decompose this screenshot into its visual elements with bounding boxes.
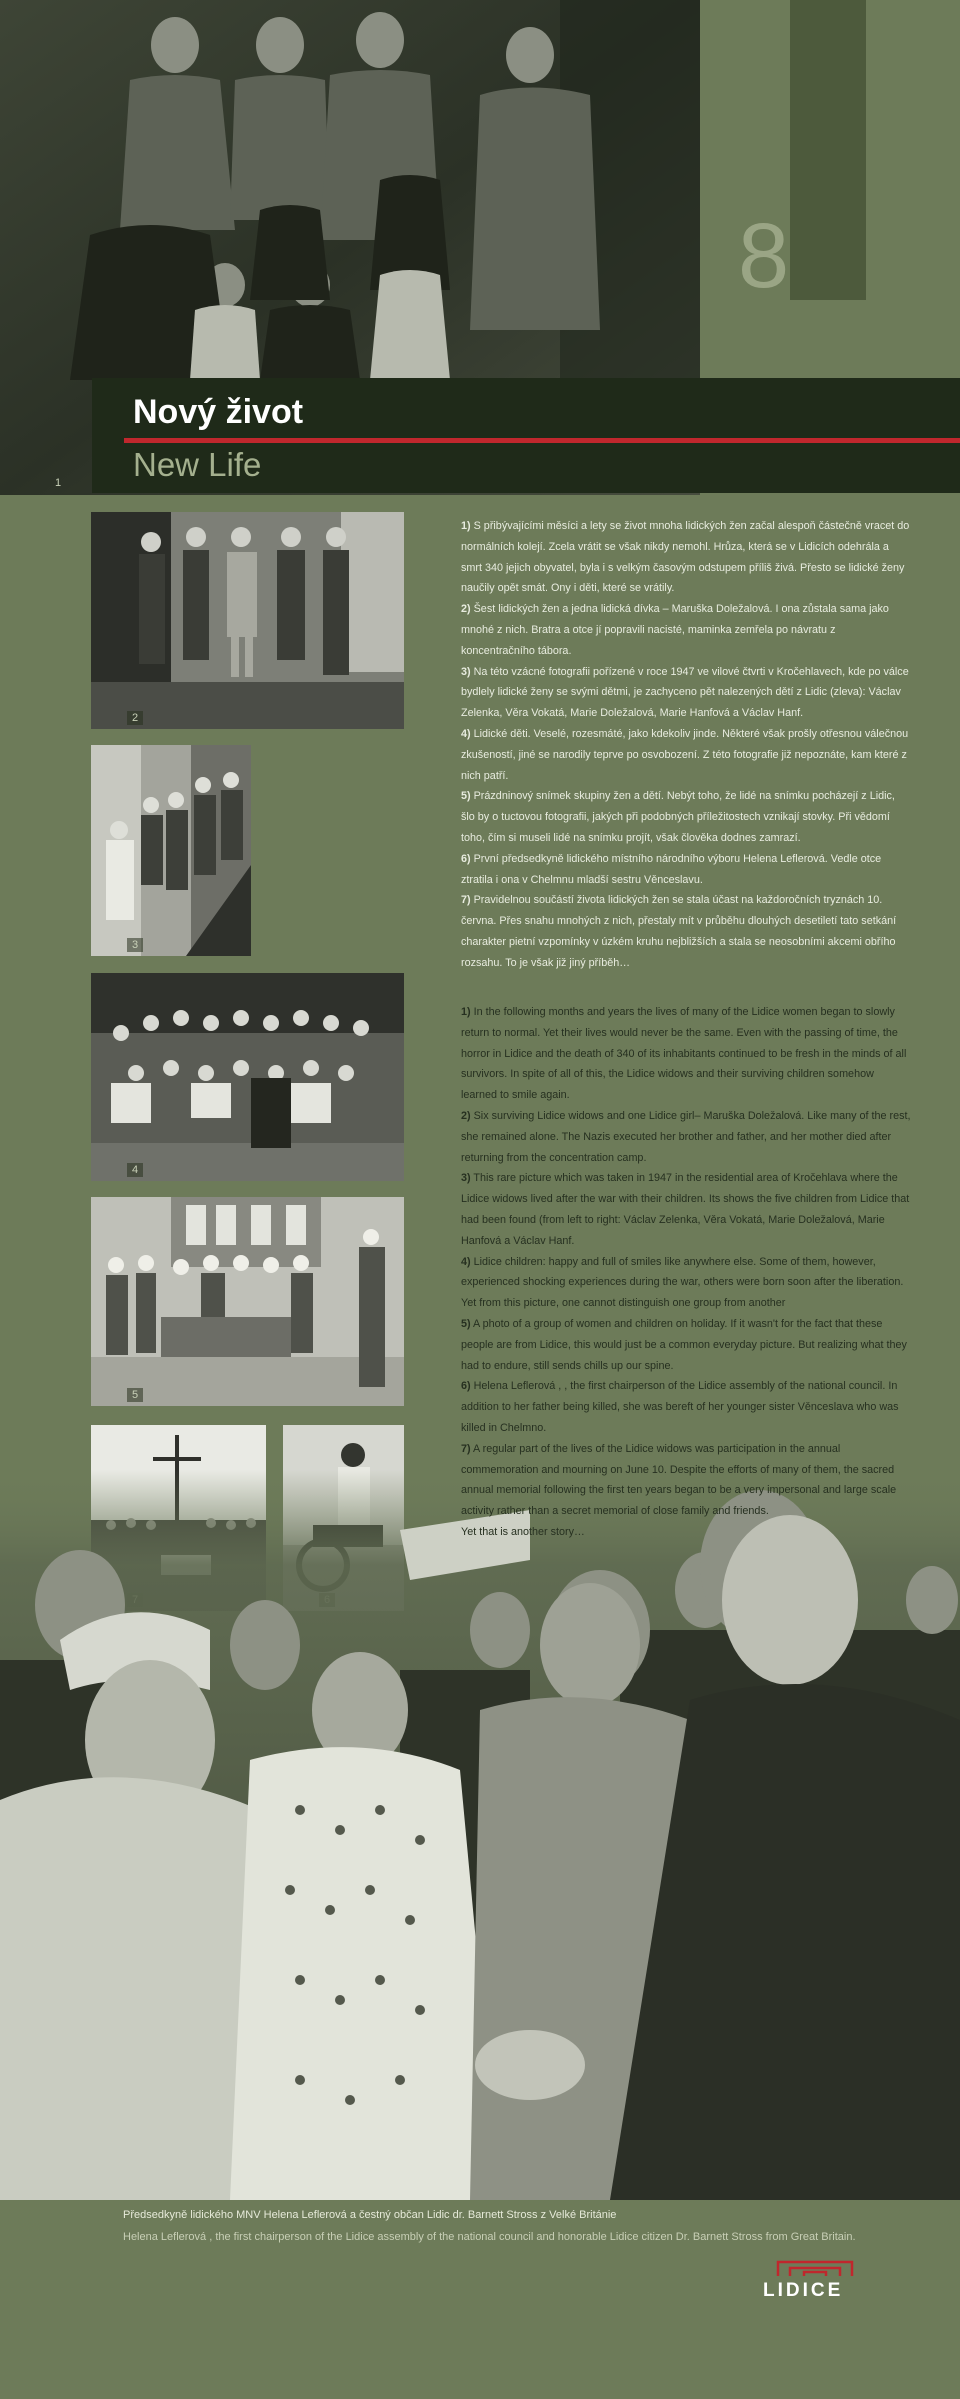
cz-paragraph-1: 1) S přibývajícími měsíci a lety se život mnoha lidických žen začal alespoň částečně vracet do normálních kolejí. Zcela vrátit se však nikdy nemohl. Hrůza, která se v Lidicích odehrála a smrt 340 jejich obyvatel, byla i s velkým časovým odstupem příliš živá. Přesto se lidické ženy naučily opět smát. Ony i děti, které se vrátily. — [461, 520, 910, 595]
page-title-english: New Life — [133, 446, 262, 483]
cz-paragraph-5: 5) Prázdninový snímek skupiny žen a dětí. Nebýt toho, že lidé na snímku pocházejí z Lidic, šlo by o tuctovou fotografii, jakých při podobných příležitostech vznikají stovky. Při vědomí toho, čím si museli lidé na snímku projít, však člověka dodnes zamrazí. — [461, 790, 895, 844]
photo-3-number: 3 — [127, 938, 143, 952]
cz-paragraph-6: 6) První předsedkyně lidického místního národního výboru Helena Leflerová. Vedle otce ztratila i ona v Chelmnu mladší sestru Věnceslavu. — [461, 852, 882, 886]
text-english — [461, 1002, 911, 1543]
photo-5-holiday-group — [91, 1197, 404, 1406]
photo-4-lidice-children — [91, 973, 404, 1181]
photo-2-five-children — [91, 512, 404, 729]
en-paragraph-closing: Yet that is another story… — [461, 1525, 585, 1538]
en-paragraph-4: 4) Lidice children: happy and full of smiles like anywhere else. Some of them, however, experienced shocking experiences during the war, others were born soon after the liberation. Yet from this picture, one cannot distinguish one group from another — [461, 1255, 904, 1310]
cz-paragraph-2: 2) Šest lidických žen a jedna lidická dívka – Maruška Doležalová. I ona zůstala sama jako mnohé z nich. Bratra a otce jí popravili nacisté, maminka zemřela po návratu z koncentračního tábora. — [461, 603, 889, 657]
page-title-czech: Nový život — [133, 393, 304, 431]
text-czech — [461, 516, 911, 974]
en-paragraph-2: 2) Six surviving Lidice widows and one Lidice girl– Maruška Doležalová. Like many of the rest, she remained alone. The Nazis executed her brother and father, and her mother died after returning from the concentration camp. — [461, 1109, 911, 1164]
title-red-line — [124, 438, 960, 443]
photo-2-number: 2 — [127, 711, 143, 725]
lidice-logo-text: LIDICE — [763, 2280, 844, 2301]
photo-4-number: 4 — [127, 1163, 143, 1177]
cz-paragraph-3: 3) Na této vzácné fotografii pořízené v roce 1947 ve vilové čtvrti v Kročehlavech, kde po válce bydlely lidické ženy se svými dětmi, je zachyceno pět nalezených dětí z Lidic (zleva): Václav Zelenka, Věra Vokatá, Marie Doležalová, Marie Hanfová a Václav Hanf. — [461, 665, 909, 720]
en-paragraph-3: 3) This rare picture which was taken in 1947 in the residential area of Kročehlava where the Lidice widows lived after the war with their children. Its shows the five children from Lidice that had been found (from left to right: Václav Zelenka, Věra Vokatá, Marie Doležalová, Marie Hanfová a Václav Hanf. — [461, 1172, 910, 1247]
hero-photo-number: 1 — [55, 477, 62, 489]
en-paragraph-6: 6) Helena Leflerová , , the first chairperson of the Lidice assembly of the national council. In addition to her father being killed, she was bereft of her younger sister Věnceslava who was killed in Chelmno. — [461, 1380, 899, 1434]
panel-number: 8 — [738, 205, 790, 307]
photo-3-six-women-girl — [91, 745, 251, 956]
en-paragraph-5: 5) A photo of a group of women and children on holiday. If it wasn't for the fact that these people are from Lidice, this would just be a common everyday picture. But realizing what they had to endure, still sends chills up our spine. — [461, 1317, 907, 1372]
en-paragraph-1: 1) In the following months and years the lives of many of the Lidice women began to slowly return to normal. Yet their lives would never be the same. Even with the passing of time, the horror in Lidice and the death of 340 of its inhabitants continued to be fresh in the minds of all survivors. In spite of all of this, the Lidice widows and their surviving children somehow learned to smile again. — [461, 1006, 907, 1102]
caption-czech: Předsedkyně lidického MNV Helena Leflerová a čestný občan Lidic dr. Barnett Stross z Velké Británie — [123, 2209, 617, 2221]
photo-5-number: 5 — [127, 1388, 143, 1402]
caption-english: Helena Leflerová , the first chairperson of the Lidice assembly of the national council and honorable Lidice citizen Dr. Barnett Stross from Great Britain. — [123, 2231, 856, 2243]
lidice-logo — [760, 2258, 870, 2310]
panel-number-bar — [790, 0, 866, 300]
cz-paragraph-4: 4) Lidické děti. Veselé, rozesmáté, jako kdekoliv jinde. Některé však prošly otřesnou válečnou zkušeností, jiné se narodily teprve po osvobození. Z této fotografie již nepoznáte, kam které z nich patří. — [461, 727, 909, 782]
en-paragraph-7: 7) A regular part of the lives of the Lidice widows was participation in the annual commemoration and mourning on June 10. Despite the efforts of many of them, the sacred annual memorial following the first ten years began to be a very impersonal and large scale activity rather than a secret memorial of close family and friends. — [461, 1442, 897, 1518]
cz-paragraph-7: 7) Pravidelnou součástí života lidických žen se stala účast na každoročních tryznách 10. června. Přes snahu mnohých z nich, přestaly mít v průběhu dlouhých desetiletí tato setkání charakter pietní vzpomínky v úzkém kruhu nejbližších a stala se neosobními akcemi obřího rozsahu. To je však již jiný příběh… — [461, 894, 897, 969]
photo-handshake-leflerova-stross — [0, 1470, 960, 2200]
